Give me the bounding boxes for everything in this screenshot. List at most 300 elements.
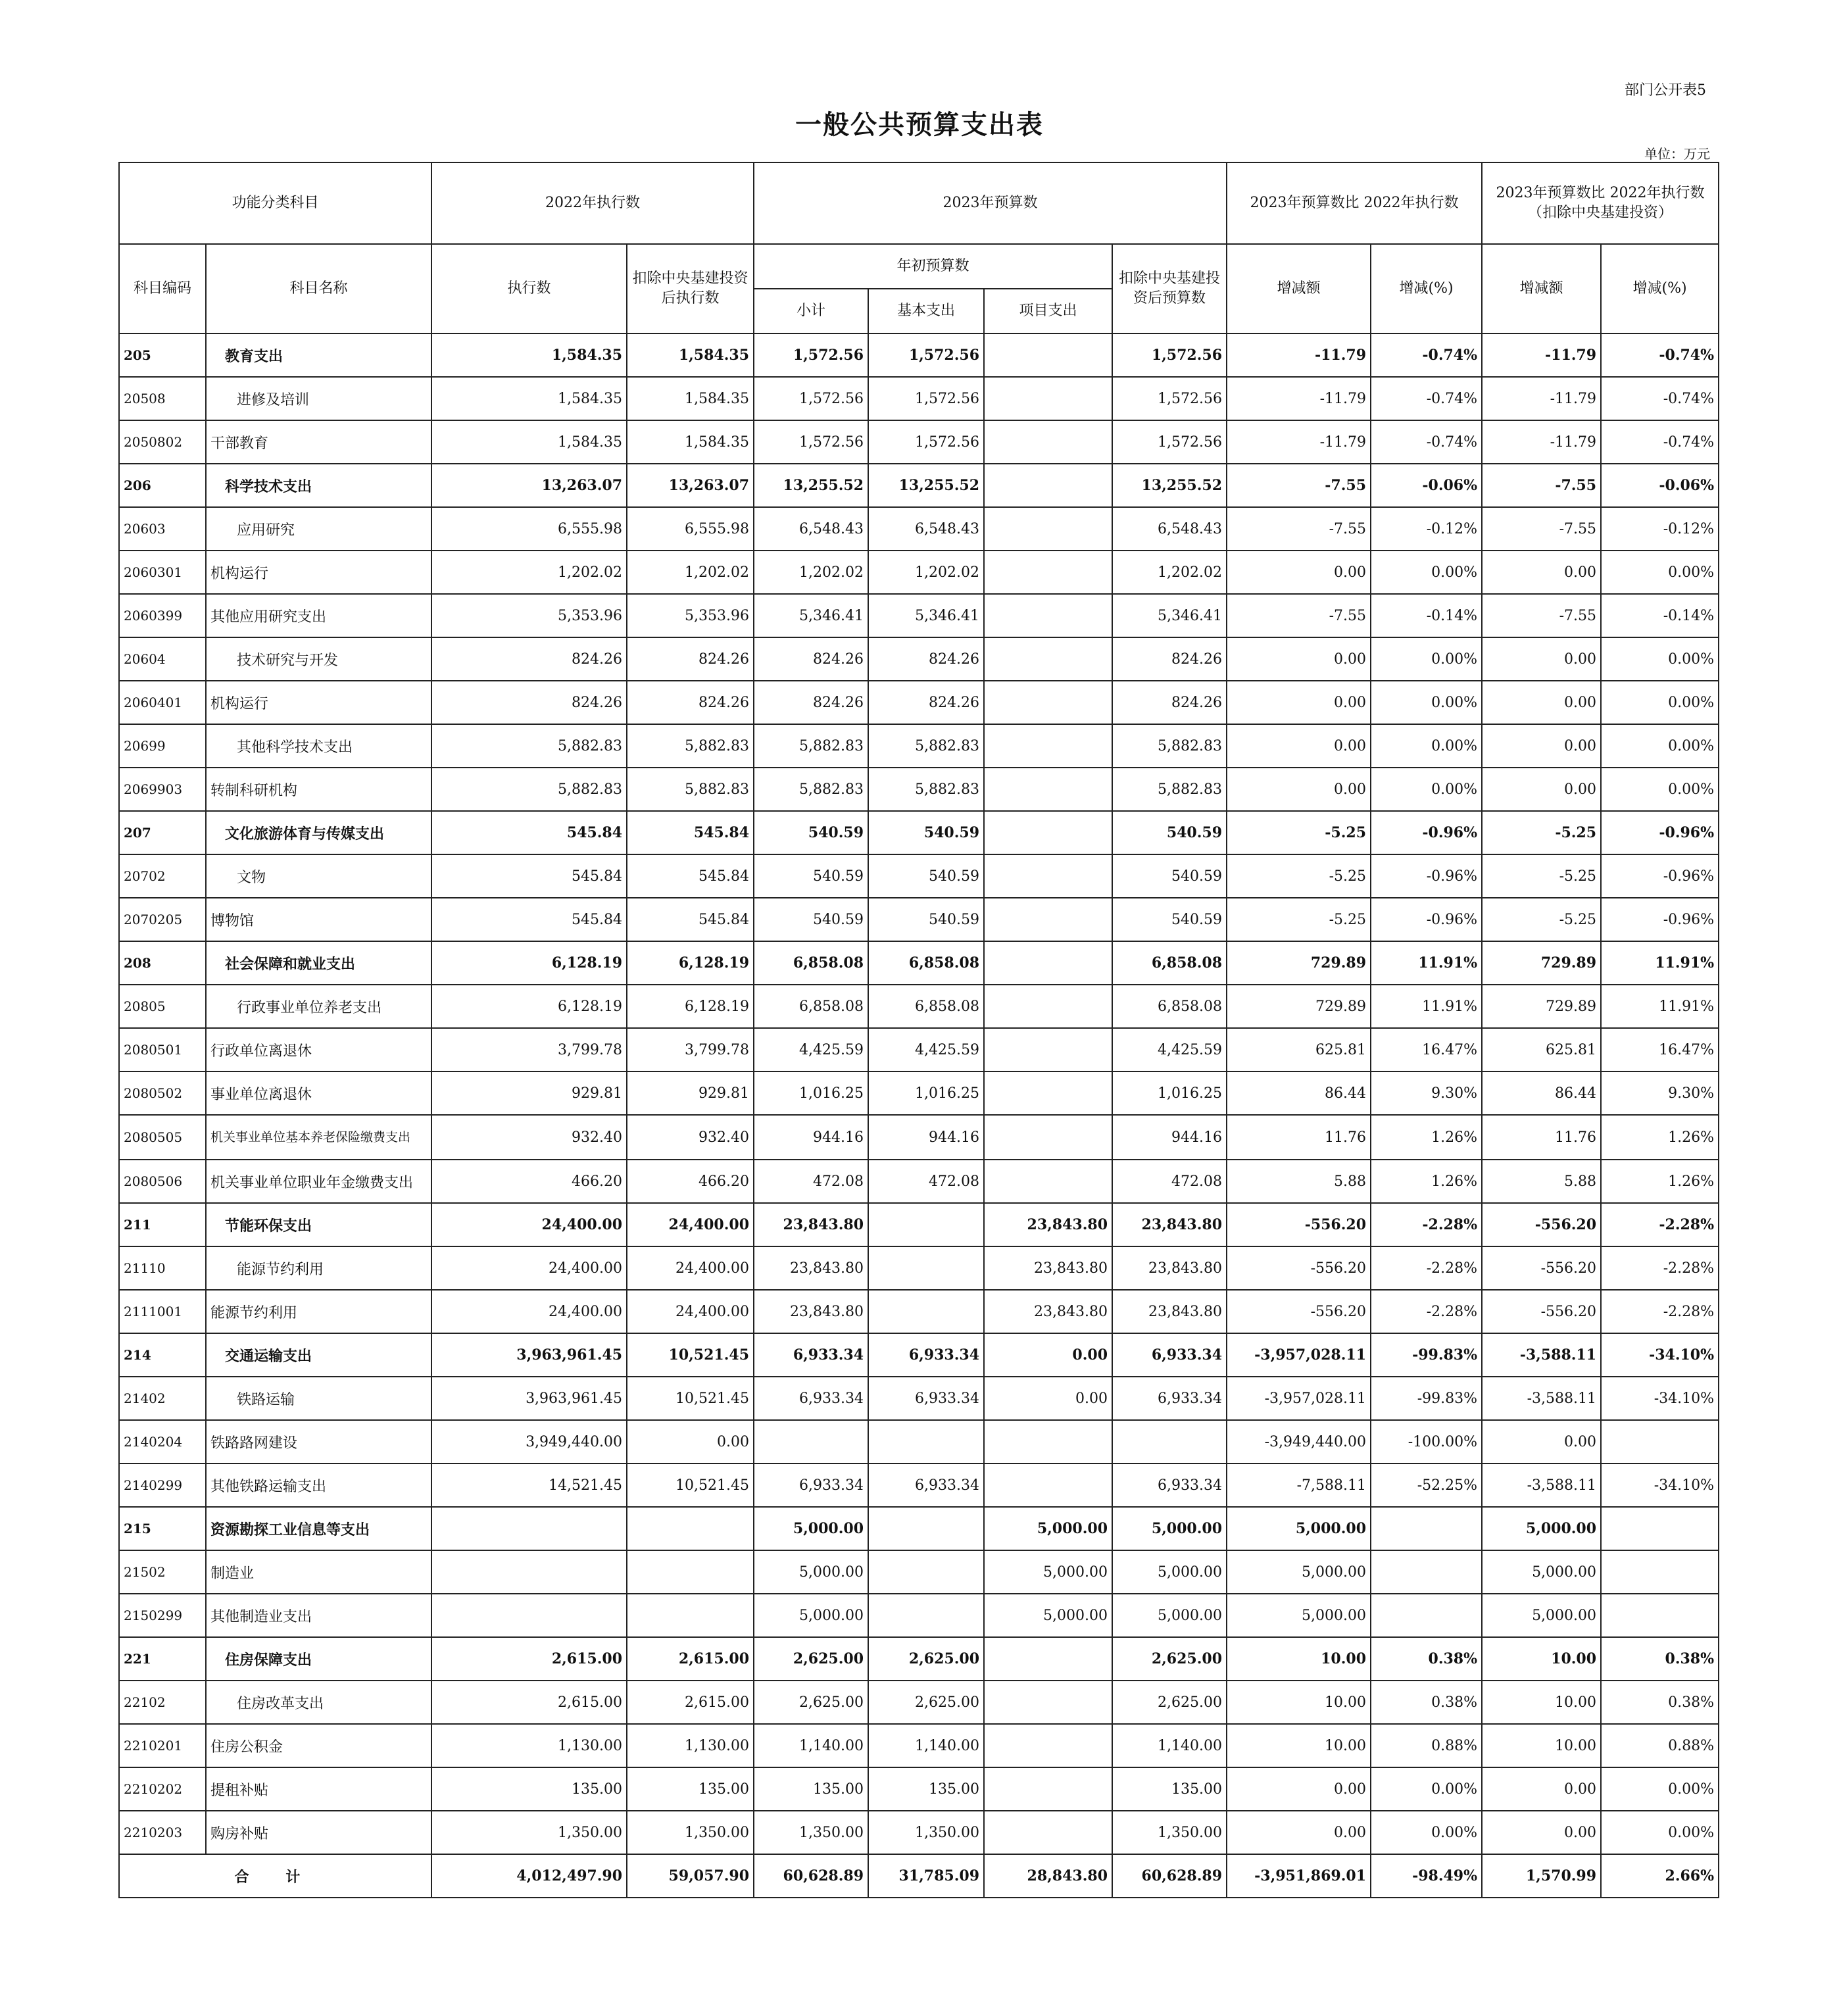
row-value: 1,350.00 [754, 1811, 868, 1854]
row-value: 1,350.00 [1112, 1811, 1227, 1854]
row-value: 472.08 [754, 1160, 868, 1203]
row-value: 466.20 [431, 1160, 627, 1203]
row-value: 540.59 [1112, 811, 1227, 854]
row-name: 购房补贴 [206, 1811, 431, 1854]
row-value: 540.59 [1112, 854, 1227, 898]
row-value: 5,882.83 [868, 768, 984, 811]
row-value: 824.26 [754, 681, 868, 724]
row-value [984, 854, 1112, 898]
row-value: 13,263.07 [431, 464, 627, 507]
row-name: 制造业 [206, 1550, 431, 1594]
row-value: 2,615.00 [431, 1681, 627, 1724]
header-basic: 基本支出 [868, 289, 984, 333]
row-value: -0.14% [1601, 594, 1719, 637]
row-value [868, 1550, 984, 1594]
row-value: 6,858.08 [1112, 985, 1227, 1028]
row-value: -34.10% [1601, 1377, 1719, 1420]
row-value: 5,000.00 [754, 1550, 868, 1594]
row-name: 资源勘探工业信息等支出 [206, 1507, 431, 1550]
row-name: 住房保障支出 [206, 1637, 431, 1681]
row-value: 13,255.52 [754, 464, 868, 507]
row-value: 2,625.00 [868, 1681, 984, 1724]
row-value: 10.00 [1482, 1681, 1601, 1724]
row-value: 1,350.00 [431, 1811, 627, 1854]
row-value: 5,000.00 [1227, 1550, 1371, 1594]
table-row [119, 681, 1719, 724]
row-value: 729.89 [1227, 985, 1371, 1028]
header-subtotal: 小计 [754, 289, 868, 333]
table-row [119, 1203, 1719, 1246]
row-value [1371, 1507, 1482, 1550]
row-value [984, 551, 1112, 594]
row-value: 6,858.08 [868, 941, 984, 985]
row-name: 技术研究与开发 [206, 637, 431, 681]
row-code: 2060401 [119, 681, 206, 724]
total-value: 1,570.99 [1482, 1854, 1601, 1898]
row-value: -11.79 [1227, 377, 1371, 420]
row-value: -0.96% [1371, 811, 1482, 854]
row-value: 5,882.83 [431, 768, 627, 811]
row-name: 机构运行 [206, 681, 431, 724]
row-value: 472.08 [868, 1160, 984, 1203]
row-value: 1.26% [1371, 1160, 1482, 1203]
table-row [119, 333, 1719, 377]
row-value: 0.38% [1371, 1681, 1482, 1724]
row-value: 1,350.00 [868, 1811, 984, 1854]
row-value: 1,202.02 [627, 551, 754, 594]
row-value: 4,425.59 [868, 1028, 984, 1071]
row-value: 0.00 [1482, 1420, 1601, 1463]
row-value: 6,933.34 [754, 1463, 868, 1507]
row-name: 干部教育 [206, 420, 431, 464]
row-value: -5.25 [1482, 854, 1601, 898]
row-name: 其他应用研究支出 [206, 594, 431, 637]
row-value: 1,572.56 [1112, 420, 1227, 464]
budget-table-body [119, 333, 1719, 1898]
table-row [119, 724, 1719, 768]
row-value: 5,882.83 [754, 768, 868, 811]
row-value: 10,521.45 [627, 1463, 754, 1507]
total-value: 28,843.80 [984, 1854, 1112, 1898]
row-value: 545.84 [431, 811, 627, 854]
header-budget-ex: 扣除中央基建投资后预算数 [1112, 244, 1227, 333]
row-code: 221 [119, 1637, 206, 1681]
row-value: -3,957,028.11 [1227, 1333, 1371, 1377]
row-value: -556.20 [1227, 1290, 1371, 1333]
row-value [984, 1028, 1112, 1071]
table-row [119, 1290, 1719, 1333]
row-value: 23,843.80 [754, 1203, 868, 1246]
row-value [984, 985, 1112, 1028]
row-value [1601, 1507, 1719, 1550]
row-value: -5.25 [1482, 898, 1601, 941]
row-name: 行政单位离退休 [206, 1028, 431, 1071]
row-value: 0.00 [1482, 637, 1601, 681]
row-value: 472.08 [1112, 1160, 1227, 1203]
row-value: 944.16 [754, 1115, 868, 1160]
row-value: 0.00% [1371, 1811, 1482, 1854]
row-value: 6,933.34 [754, 1333, 868, 1377]
row-value [431, 1594, 627, 1637]
row-value: 729.89 [1482, 985, 1601, 1028]
row-value: 944.16 [1112, 1115, 1227, 1160]
total-value: 60,628.89 [1112, 1854, 1227, 1898]
header-budget-2023: 2023年预算数 [754, 162, 1227, 244]
row-value [868, 1246, 984, 1290]
row-value: 0.00% [1601, 1767, 1719, 1811]
row-value: -7.55 [1227, 594, 1371, 637]
page-title: 一般公共预算支出表 [795, 109, 1044, 140]
row-value: 2,615.00 [627, 1637, 754, 1681]
total-value: 31,785.09 [868, 1854, 984, 1898]
row-value [984, 594, 1112, 637]
row-value: 0.00% [1371, 551, 1482, 594]
total-value: 2.66% [1601, 1854, 1719, 1898]
row-value: -7.55 [1482, 507, 1601, 551]
row-value: 135.00 [431, 1767, 627, 1811]
row-value: -556.20 [1227, 1203, 1371, 1246]
row-value [1601, 1420, 1719, 1463]
row-value: 1,130.00 [627, 1724, 754, 1767]
row-value [1371, 1594, 1482, 1637]
row-value: 0.00% [1601, 1811, 1719, 1854]
row-value: -3,949,440.00 [1227, 1420, 1371, 1463]
table-row [119, 551, 1719, 594]
row-value [1112, 1420, 1227, 1463]
row-code: 20508 [119, 377, 206, 420]
row-name: 住房公积金 [206, 1724, 431, 1767]
row-value: 1,016.25 [868, 1071, 984, 1115]
row-value [984, 1724, 1112, 1767]
row-code: 2070205 [119, 898, 206, 941]
row-value: 0.38% [1601, 1637, 1719, 1681]
row-value: 1,350.00 [627, 1811, 754, 1854]
row-code: 2080506 [119, 1160, 206, 1203]
row-value: -0.14% [1371, 594, 1482, 637]
row-value: 3,799.78 [431, 1028, 627, 1071]
row-value: 6,128.19 [431, 985, 627, 1028]
row-value: -7.55 [1227, 507, 1371, 551]
table-row [119, 637, 1719, 681]
row-value: -556.20 [1482, 1203, 1601, 1246]
row-value: 23,843.80 [1112, 1203, 1227, 1246]
unit-label: 单位：万元 [1644, 146, 1710, 162]
row-value: 5,000.00 [984, 1594, 1112, 1637]
row-value: 932.40 [627, 1115, 754, 1160]
row-value: 0.00 [1482, 724, 1601, 768]
row-value: 135.00 [627, 1767, 754, 1811]
row-value: 10.00 [1482, 1637, 1601, 1681]
table-row [119, 768, 1719, 811]
row-value: 824.26 [868, 681, 984, 724]
row-value: 540.59 [868, 811, 984, 854]
row-code: 2080501 [119, 1028, 206, 1071]
row-name: 其他科学技术支出 [206, 724, 431, 768]
row-value: 0.00% [1601, 724, 1719, 768]
row-value: 0.00 [1227, 1767, 1371, 1811]
row-code: 2140299 [119, 1463, 206, 1507]
header-exec-ex: 扣除中央基建投资后执行数 [627, 244, 754, 333]
row-name: 能源节约利用 [206, 1246, 431, 1290]
row-value: 2,615.00 [627, 1681, 754, 1724]
row-value: 1,584.35 [431, 377, 627, 420]
table-row [119, 1463, 1719, 1507]
row-value: 2,615.00 [431, 1637, 627, 1681]
row-value: -0.74% [1371, 420, 1482, 464]
row-name: 其他制造业支出 [206, 1594, 431, 1637]
row-value: -2.28% [1371, 1203, 1482, 1246]
row-code: 21502 [119, 1550, 206, 1594]
row-value: 0.00% [1601, 551, 1719, 594]
row-name: 铁路路网建设 [206, 1420, 431, 1463]
row-value [868, 1290, 984, 1333]
row-value: 545.84 [627, 898, 754, 941]
table-row [119, 1115, 1719, 1160]
header-func-class: 功能分类科目 [119, 162, 431, 244]
row-value: 0.00 [1227, 768, 1371, 811]
row-value: 23,843.80 [1112, 1246, 1227, 1290]
row-value: 3,963,961.45 [431, 1377, 627, 1420]
row-name: 文物 [206, 854, 431, 898]
row-value: 0.00 [1482, 768, 1601, 811]
header-exec-2022: 2022年执行数 [431, 162, 754, 244]
row-name: 转制科研机构 [206, 768, 431, 811]
row-name: 事业单位离退休 [206, 1071, 431, 1115]
row-name: 科学技术支出 [206, 464, 431, 507]
row-value: 5,346.41 [1112, 594, 1227, 637]
row-value: 1,572.56 [868, 333, 984, 377]
row-value: 0.00 [1227, 1811, 1371, 1854]
row-value: 86.44 [1482, 1071, 1601, 1115]
header-project: 项目支出 [984, 289, 1112, 333]
table-row [119, 1637, 1719, 1681]
row-value: 6,933.34 [868, 1377, 984, 1420]
header-inc-pct: 增减(%) [1371, 244, 1482, 333]
row-value: 1,016.25 [1112, 1071, 1227, 1115]
row-code: 21110 [119, 1246, 206, 1290]
header-initial-budget: 年初预算数 [754, 244, 1112, 289]
table-row [119, 464, 1719, 507]
row-value: 545.84 [431, 854, 627, 898]
row-value: 11.76 [1482, 1115, 1601, 1160]
table-row [119, 1724, 1719, 1767]
row-value: 2,625.00 [1112, 1681, 1227, 1724]
row-value [984, 941, 1112, 985]
row-value [984, 464, 1112, 507]
row-value: -7,588.11 [1227, 1463, 1371, 1507]
row-value: 932.40 [431, 1115, 627, 1160]
row-value: 16.47% [1601, 1028, 1719, 1071]
row-value: 5,000.00 [984, 1507, 1112, 1550]
row-value: 13,255.52 [868, 464, 984, 507]
row-value [984, 724, 1112, 768]
row-value: 1,584.35 [431, 420, 627, 464]
row-value: 24,400.00 [431, 1246, 627, 1290]
table-row [119, 1594, 1719, 1637]
row-name: 教育支出 [206, 333, 431, 377]
row-value: -2.28% [1371, 1246, 1482, 1290]
header-inc-amt: 增减额 [1227, 244, 1371, 333]
row-code: 20604 [119, 637, 206, 681]
row-value: 1,140.00 [754, 1724, 868, 1767]
row-value: 1,572.56 [754, 333, 868, 377]
row-value: -0.12% [1371, 507, 1482, 551]
row-value [984, 1463, 1112, 1507]
row-value: -556.20 [1482, 1246, 1601, 1290]
row-value: 24,400.00 [627, 1203, 754, 1246]
row-value: 5,346.41 [868, 594, 984, 637]
row-name: 机关事业单位职业年金缴费支出 [206, 1160, 431, 1203]
row-value: 6,548.43 [868, 507, 984, 551]
row-value: 5,000.00 [1482, 1507, 1601, 1550]
row-value: 5.88 [1482, 1160, 1601, 1203]
row-value: 540.59 [754, 898, 868, 941]
row-value: -7.55 [1227, 464, 1371, 507]
row-value [984, 1637, 1112, 1681]
row-value: 1.26% [1601, 1115, 1719, 1160]
row-name: 应用研究 [206, 507, 431, 551]
table-row [119, 507, 1719, 551]
row-value: 5,353.96 [627, 594, 754, 637]
row-value: -11.79 [1482, 420, 1601, 464]
row-value: 1,584.35 [627, 377, 754, 420]
row-value: 0.00 [1482, 551, 1601, 594]
row-value: 625.81 [1227, 1028, 1371, 1071]
row-value: 5,000.00 [1112, 1550, 1227, 1594]
row-value: 0.00% [1371, 768, 1482, 811]
row-value: 10,521.45 [627, 1377, 754, 1420]
row-name: 能源节约利用 [206, 1290, 431, 1333]
row-value: 1,572.56 [868, 420, 984, 464]
row-value: 6,933.34 [754, 1377, 868, 1420]
budget-table [118, 162, 1719, 1898]
row-value: -0.96% [1601, 898, 1719, 941]
row-value: 3,799.78 [627, 1028, 754, 1071]
row-value: 135.00 [1112, 1767, 1227, 1811]
row-value: 0.00% [1601, 768, 1719, 811]
row-value: -99.83% [1371, 1377, 1482, 1420]
row-name: 节能环保支出 [206, 1203, 431, 1246]
row-value: 10.00 [1227, 1681, 1371, 1724]
row-value [754, 1420, 868, 1463]
row-value: -0.12% [1601, 507, 1719, 551]
row-value [984, 898, 1112, 941]
row-code: 20699 [119, 724, 206, 768]
row-value: 6,128.19 [431, 941, 627, 985]
row-code: 20603 [119, 507, 206, 551]
row-value: -0.06% [1371, 464, 1482, 507]
table-row [119, 854, 1719, 898]
row-value: 24,400.00 [627, 1290, 754, 1333]
row-value: 5,353.96 [431, 594, 627, 637]
row-value: 1.26% [1371, 1115, 1482, 1160]
row-value: 10.00 [1482, 1724, 1601, 1767]
row-value: 5,882.83 [868, 724, 984, 768]
row-value: 6,555.98 [431, 507, 627, 551]
row-code: 207 [119, 811, 206, 854]
row-value: 11.91% [1601, 941, 1719, 985]
row-value [984, 1767, 1112, 1811]
row-value: 0.00% [1371, 637, 1482, 681]
row-value: 24,400.00 [627, 1246, 754, 1290]
row-value: 23,843.80 [754, 1290, 868, 1333]
row-value [868, 1203, 984, 1246]
header-compare-exec: 2023年预算数比 2022年执行数 [1227, 162, 1482, 244]
row-value: 6,548.43 [754, 507, 868, 551]
row-value: 6,128.19 [627, 941, 754, 985]
row-value: 1,140.00 [868, 1724, 984, 1767]
row-value: 5,000.00 [754, 1594, 868, 1637]
row-name: 进修及培训 [206, 377, 431, 420]
header-compare-exec-ex: 2023年预算数比 2022年执行数 （扣除中央基建投资） [1482, 162, 1719, 244]
row-value: -0.06% [1601, 464, 1719, 507]
row-code: 2069903 [119, 768, 206, 811]
row-value: 3,949,440.00 [431, 1420, 627, 1463]
row-value [984, 507, 1112, 551]
row-value: 23,843.80 [984, 1203, 1112, 1246]
row-value: -34.10% [1601, 1333, 1719, 1377]
row-value: 9.30% [1371, 1071, 1482, 1115]
row-value [868, 1594, 984, 1637]
row-value [1601, 1550, 1719, 1594]
row-value: 625.81 [1482, 1028, 1601, 1071]
row-code: 2080505 [119, 1115, 206, 1160]
row-value: 1,572.56 [1112, 377, 1227, 420]
row-code: 20805 [119, 985, 206, 1028]
row-value: 6,933.34 [1112, 1377, 1227, 1420]
row-value: 14,521.45 [431, 1463, 627, 1507]
row-value: -7.55 [1482, 594, 1601, 637]
row-name: 行政事业单位养老支出 [206, 985, 431, 1028]
row-value: 0.00% [1371, 1767, 1482, 1811]
row-value: 824.26 [627, 681, 754, 724]
row-value: 1,584.35 [627, 420, 754, 464]
row-value: 5,000.00 [1482, 1594, 1601, 1637]
row-value: 540.59 [868, 854, 984, 898]
header-exec: 执行数 [431, 244, 627, 333]
row-value: -3,957,028.11 [1227, 1377, 1371, 1420]
row-value: 0.00 [1482, 1767, 1601, 1811]
row-value: 11.91% [1601, 985, 1719, 1028]
table-row [119, 1028, 1719, 1071]
row-value: 5,882.83 [754, 724, 868, 768]
row-value: 824.26 [868, 637, 984, 681]
row-value: -0.96% [1601, 854, 1719, 898]
row-value: -5.25 [1482, 811, 1601, 854]
table-row [119, 941, 1719, 985]
row-value: -556.20 [1227, 1246, 1371, 1290]
row-value: 1,202.02 [868, 551, 984, 594]
row-value: 824.26 [627, 637, 754, 681]
row-value: -99.83% [1371, 1333, 1482, 1377]
row-value [984, 1160, 1112, 1203]
row-value: -556.20 [1482, 1290, 1601, 1333]
row-value: 5,882.83 [627, 724, 754, 768]
row-value: 929.81 [627, 1071, 754, 1115]
table-row [119, 985, 1719, 1028]
row-value: 5,882.83 [1112, 768, 1227, 811]
row-value: 1,202.02 [754, 551, 868, 594]
row-value: 0.88% [1601, 1724, 1719, 1767]
row-value [627, 1507, 754, 1550]
row-code: 214 [119, 1333, 206, 1377]
row-value: -2.28% [1601, 1203, 1719, 1246]
row-value: 6,933.34 [868, 1463, 984, 1507]
row-value: -0.74% [1371, 377, 1482, 420]
row-value [1601, 1594, 1719, 1637]
row-value: 0.00 [627, 1420, 754, 1463]
row-value: 9.30% [1601, 1071, 1719, 1115]
